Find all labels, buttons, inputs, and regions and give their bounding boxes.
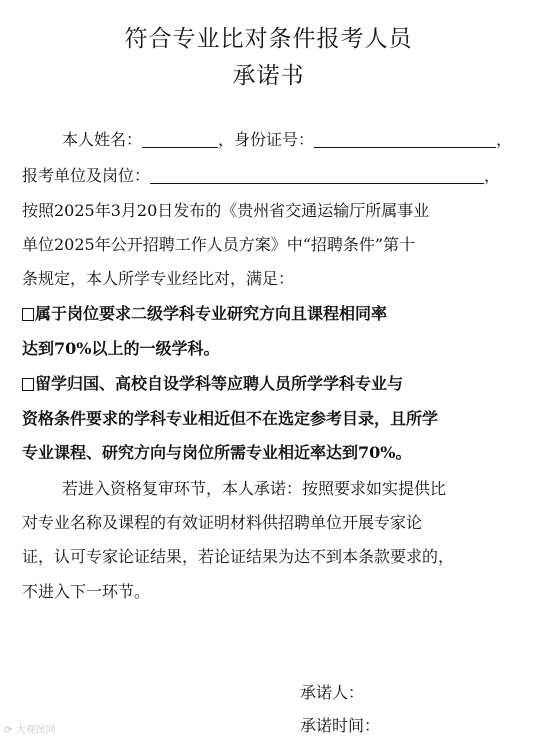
paragraph-3-line-3: 证，认可专家论证结果，若论证结果为达不到本条款要求的， (22, 547, 455, 566)
name-id-row (22, 130, 522, 150)
watermark-text: 大观图网 (15, 725, 56, 736)
option-1-line-1 (22, 304, 522, 324)
position-row-comma: ， (484, 166, 501, 185)
option-1-checkbox[interactable] (22, 308, 34, 321)
name-field[interactable] (142, 131, 218, 148)
watermark (4, 721, 56, 736)
option-1-line-2: 达到70%以上的一级学科。 (22, 339, 220, 358)
paragraph-1-line-2: 单位2025年公开招聘工作人员方案》中“招聘条件”第十 (22, 235, 416, 254)
position-label: 报考单位及岗位： (22, 166, 151, 185)
paragraph-3-line-1 (22, 479, 522, 499)
paragraph-3-line-2: 对专业名称及课程的有效证明材料供招聘单位开展专家论 (22, 513, 423, 532)
option-1-text-1: 属于岗位要求二级学科专业研究方向且课程相同率 (35, 304, 388, 323)
id-number-field[interactable] (314, 131, 496, 148)
date-label: 承诺时间： (300, 716, 381, 735)
signer-row (300, 683, 364, 703)
paragraph-1-line-3: 条规定，本人所学专业经比对，满足： (22, 269, 295, 288)
date-row (300, 716, 380, 736)
position-row (22, 166, 522, 186)
id-label: ，身份证号： (218, 130, 315, 149)
watermark-logo-icon: ⟳ (4, 725, 13, 736)
option-2-text-1: 留学归国、高校自设学科等应聘人员所学学科专业与 (35, 374, 404, 393)
id-row-comma: ， (496, 130, 513, 149)
option-2-line-1 (22, 374, 522, 394)
option-2-checkbox[interactable] (22, 378, 34, 391)
signer-label: 承诺人： (300, 683, 365, 702)
document-subtitle: 承诺书 (232, 63, 305, 89)
option-2-line-2: 资格条件要求的学科专业相近但不在选定参考目录，且所学 (22, 409, 439, 428)
name-label: 本人姓名： (62, 130, 143, 149)
option-2-line-3: 专业课程、研究方向与岗位所需专业相近率达到70%。 (22, 443, 412, 462)
document-title: 符合专业比对条件报考人员 (124, 26, 413, 52)
paragraph-3-line-4: 不进入下一环节。 (22, 582, 151, 601)
paragraph-3-text-1: 若进入资格复审环节，本人承诺：按照要求如实提供比 (62, 479, 447, 498)
position-field[interactable] (150, 167, 484, 184)
paragraph-1-line-1: 按照2025年3月20日发布的《贵州省交通运输厅所属事业 (22, 201, 430, 220)
